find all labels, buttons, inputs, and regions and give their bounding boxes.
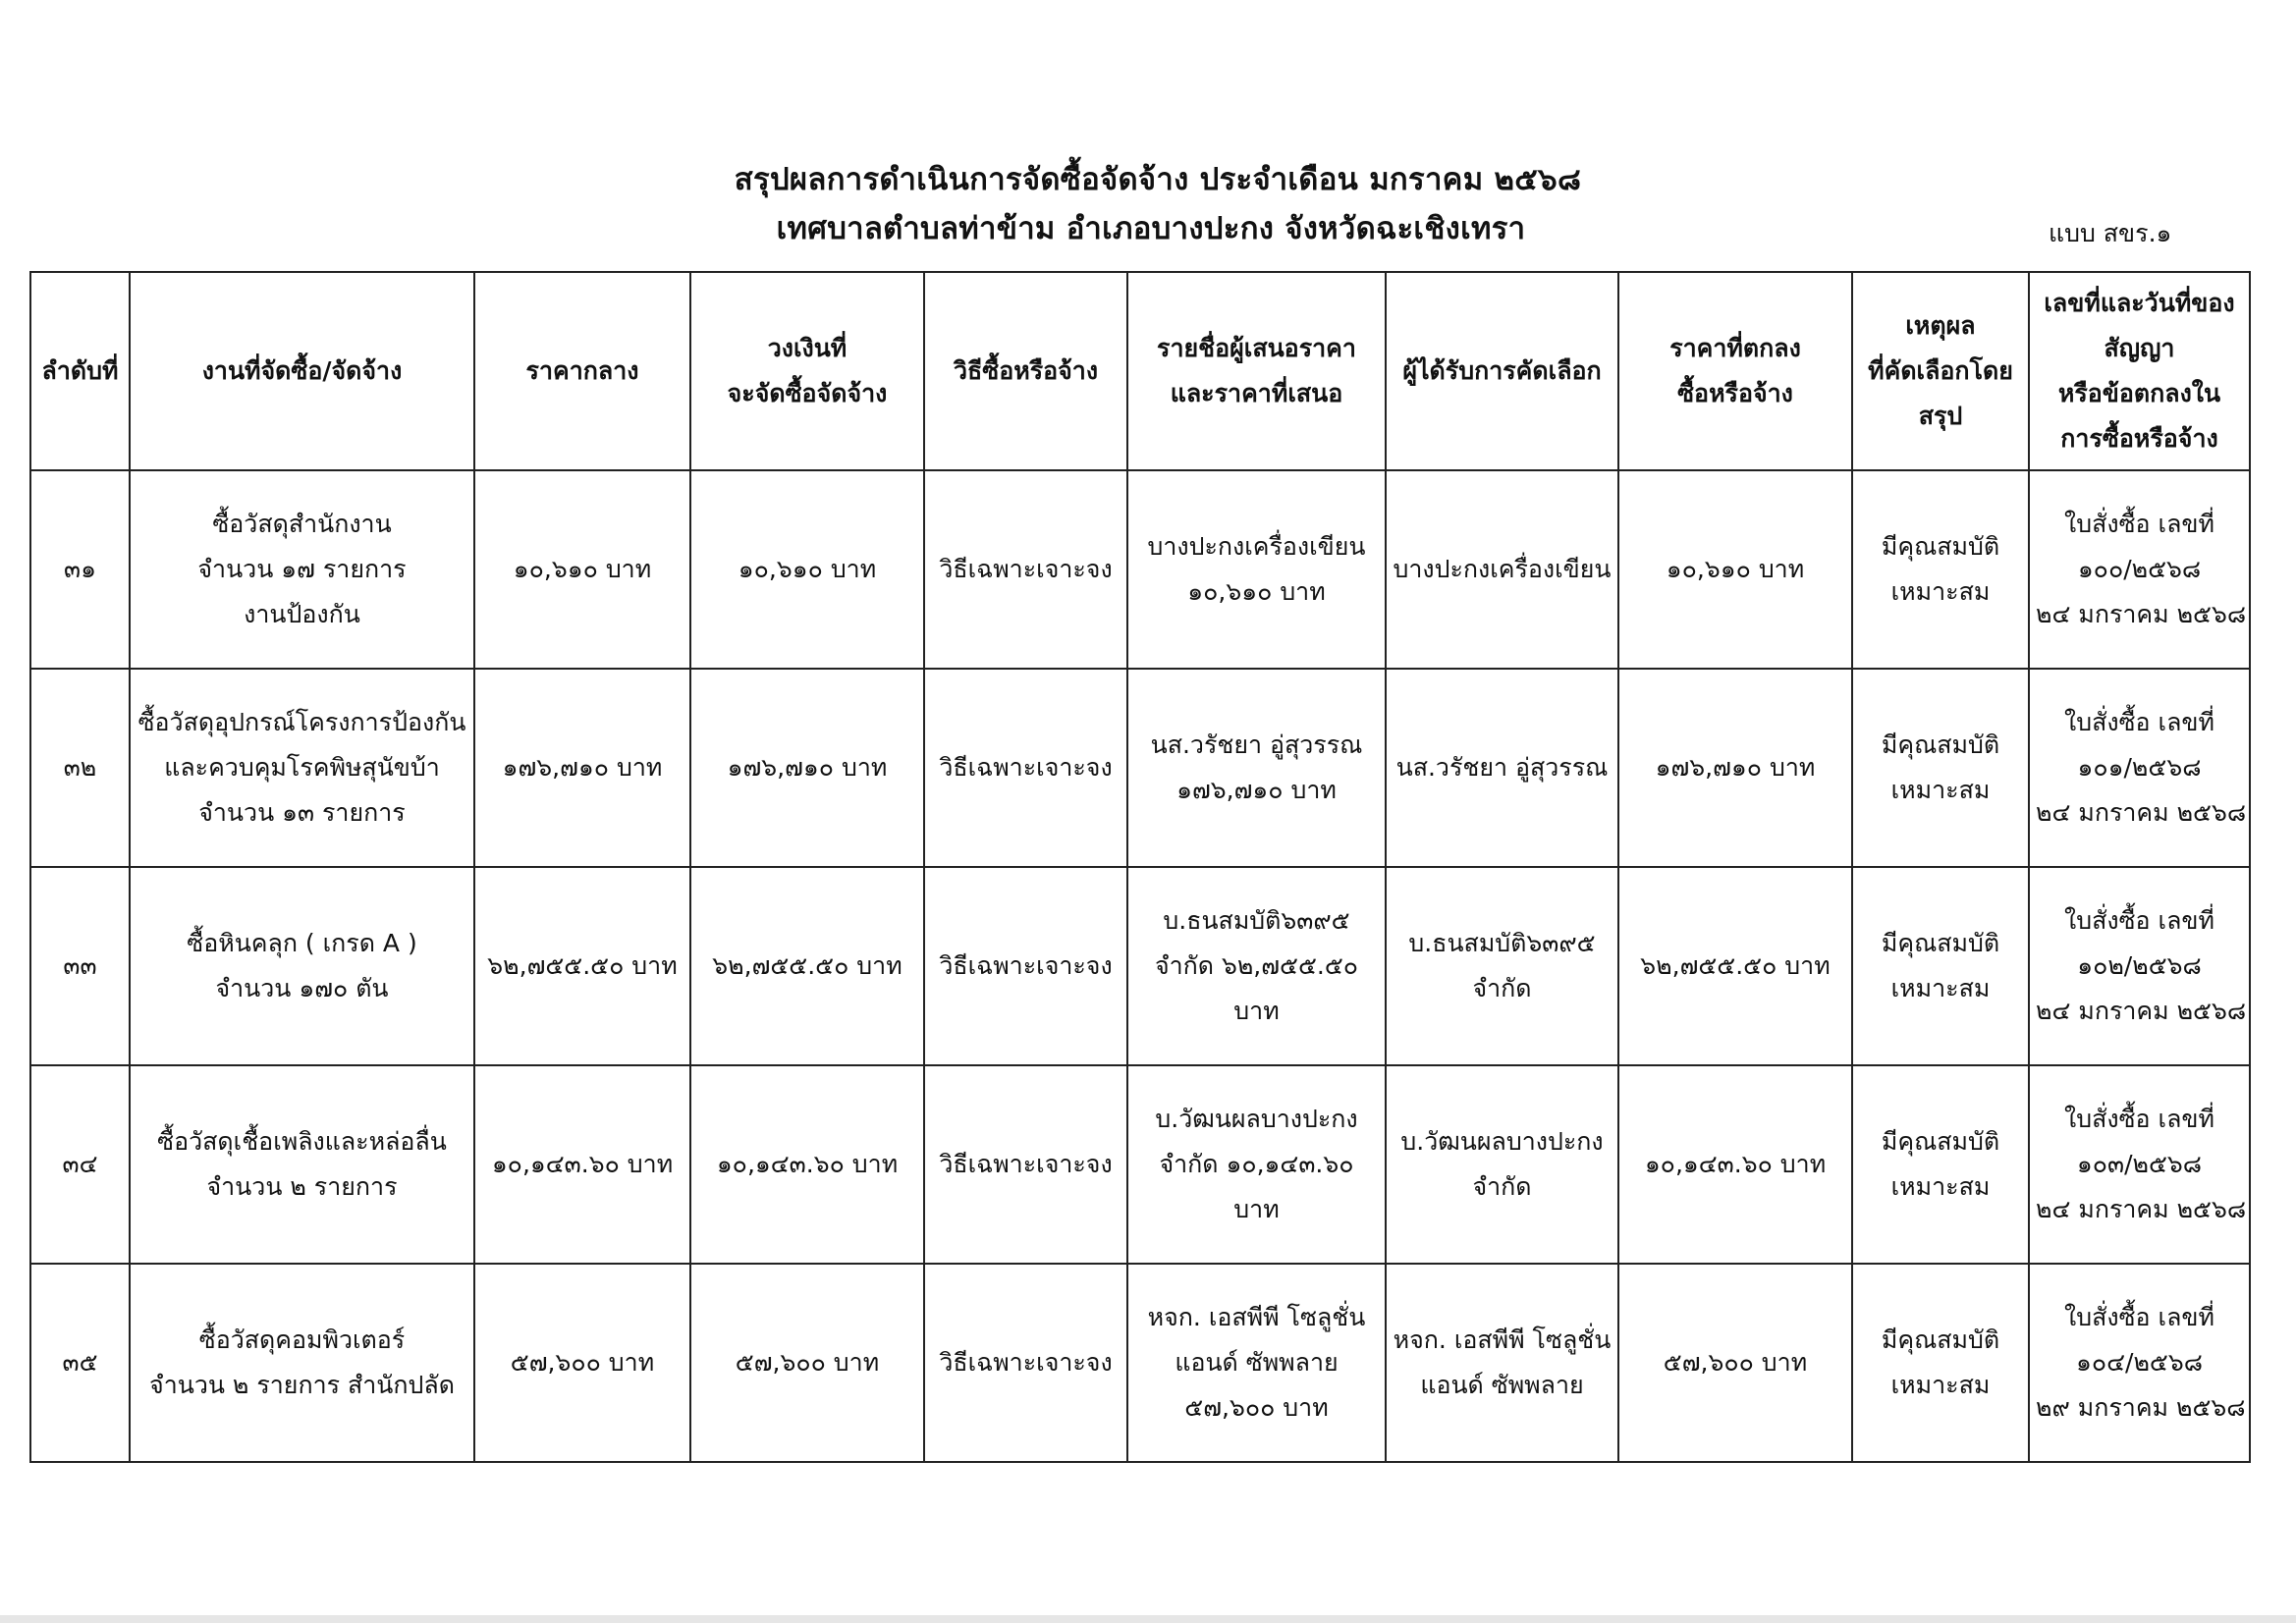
cell-line: ๑๐,๖๑๐ บาท <box>513 555 652 583</box>
cell-median-price <box>474 1264 690 1462</box>
cell-line: ๑๐๑/๒๕๖๘ <box>2077 753 2202 782</box>
cell-line: ๖๒,๗๕๕.๕๐ บาท <box>1640 951 1831 980</box>
cell-line: เหมาะสม <box>1890 577 1991 606</box>
cell-line: ผู้ได้รับการคัดเลือก <box>1402 356 1602 385</box>
cell-selected-vendor <box>1386 1065 1618 1264</box>
cell-line: ราคาที่ตกลง <box>1669 334 1801 362</box>
cell-procurement-item <box>130 867 474 1065</box>
cell-budget <box>690 867 924 1065</box>
cell-selected-vendor <box>1386 669 1618 867</box>
cell-budget <box>690 1065 924 1264</box>
cell-line: ๑๐๐/๒๕๖๘ <box>2077 555 2202 583</box>
cell-contract-ref <box>2029 867 2250 1065</box>
cell-line: ๒๙ มกราคม ๒๕๖๘ <box>2036 1393 2246 1422</box>
header-budget <box>690 272 924 470</box>
cell-line: แอนด์ ซัพพลาย <box>1175 1348 1339 1377</box>
cell-line: ๑๐๔/๒๕๖๘ <box>2075 1348 2204 1377</box>
cell-selection-reason <box>1852 669 2029 867</box>
form-code: แบบ สขร.๑ <box>2049 219 2172 247</box>
cell-line: วิธีเฉพาะเจาะจง <box>939 1348 1113 1377</box>
cell-line: เลขที่และวันที่ของ <box>2044 289 2235 317</box>
cell-line: มีคุณสมบัติ <box>1881 929 2000 957</box>
cell-line: เหตุผล <box>1905 311 1976 340</box>
cell-line: ๕๗,๖๐๐ บาท <box>735 1348 880 1377</box>
cell-procurement-method <box>924 1264 1127 1462</box>
cell-line: จำกัด ๑๐,๑๔๓.๖๐ <box>1159 1150 1354 1178</box>
cell-line: เหมาะสม <box>1890 1172 1991 1201</box>
cell-line: สัญญา <box>2104 334 2175 362</box>
cell-median-price <box>474 669 690 867</box>
cell-line: งานป้องกัน <box>244 600 360 628</box>
header-selected-vendor <box>1386 272 1618 470</box>
cell-line: วิธีเฉพาะเจาะจง <box>939 555 1113 583</box>
cell-agreed-price <box>1618 867 1852 1065</box>
cell-line: ซื้อหรือจ้าง <box>1677 379 1793 407</box>
cell-line: เหมาะสม <box>1890 776 1991 804</box>
cell-line: ราคากลาง <box>525 356 639 385</box>
cell-selection-reason <box>1852 1264 2029 1462</box>
cell-line: ๓๕ <box>62 1348 98 1377</box>
header-median-price <box>474 272 690 470</box>
cell-selection-reason <box>1852 470 2029 669</box>
cell-line: เหมาะสม <box>1890 974 1991 1002</box>
table-row <box>30 1264 2250 1462</box>
cell-line: ๑๐๓/๒๕๖๘ <box>2076 1150 2203 1178</box>
cell-line: ๓๓ <box>63 951 97 980</box>
table-row <box>30 867 2250 1065</box>
cell-line: งานที่จัดซื้อ/จัดจ้าง <box>201 356 403 385</box>
cell-seq-no <box>30 470 130 669</box>
cell-line: บาท <box>1233 997 1280 1025</box>
cell-procurement-item <box>130 470 474 669</box>
table-row <box>30 669 2250 867</box>
cell-line: จำกัด <box>1472 1172 1532 1201</box>
cell-line: จำนวน ๒ รายการ สำนักปลัด <box>149 1371 455 1399</box>
header-selection-reason <box>1852 272 2029 470</box>
cell-procurement-method <box>924 1065 1127 1264</box>
table-row <box>30 1065 2250 1264</box>
cell-line: ๕๗,๖๐๐ บาท <box>1184 1393 1329 1422</box>
cell-line: ๖๒,๗๕๕.๕๐ บาท <box>712 951 902 980</box>
cell-procurement-method <box>924 867 1127 1065</box>
cell-bidders-and-prices <box>1127 867 1386 1065</box>
cell-agreed-price <box>1618 1264 1852 1462</box>
cell-line: นส.วรัชยา อู่สุวรรณ <box>1395 753 1609 782</box>
cell-line: ใบสั่งซื้อ เลขที่ <box>2064 1303 2214 1331</box>
cell-line: ๒๔ มกราคม ๒๕๖๘ <box>2036 997 2247 1025</box>
cell-selection-reason <box>1852 1065 2029 1264</box>
cell-line: ซื้อวัสดุเชื้อเพลิงและหล่อลื่น <box>157 1127 447 1156</box>
cell-line: ๑๐,๑๔๓.๖๐ บาท <box>491 1150 674 1178</box>
cell-median-price <box>474 867 690 1065</box>
cell-line: วิธีเฉพาะเจาะจง <box>939 1150 1113 1178</box>
cell-line: บาท <box>1233 1195 1280 1223</box>
cell-line: ที่คัดเลือกโดย <box>1868 356 2013 385</box>
cell-line: และควบคุมโรคพิษสุนัขบ้า <box>164 753 440 782</box>
cell-contract-ref <box>2029 1264 2250 1462</box>
cell-line: ๒๔ มกราคม ๒๕๖๘ <box>2036 1195 2247 1223</box>
cell-line: ๑๐๒/๒๕๖๘ <box>2077 951 2202 980</box>
cell-line: หรือข้อตกลงใน <box>2057 379 2221 407</box>
cell-line: ๓๒ <box>63 753 97 782</box>
cell-procurement-method <box>924 470 1127 669</box>
cell-line: ๑๗๖,๗๑๐ บาท <box>1176 776 1337 804</box>
procurement-table <box>29 271 2251 1463</box>
cell-line: มีคุณสมบัติ <box>1881 1127 2000 1156</box>
cell-line: ๓๑ <box>64 555 96 583</box>
cell-line: บางปะกงเครื่องเขียน <box>1147 532 1366 561</box>
cell-line: บ.ธนสมบัติ๖๓๙๕ <box>1163 906 1350 935</box>
cell-budget <box>690 470 924 669</box>
cell-line: จำนวน ๑๓ รายการ <box>198 798 406 827</box>
cell-median-price <box>474 1065 690 1264</box>
cell-line: จะจัดซื้อจัดจ้าง <box>727 379 888 407</box>
cell-bidders-and-prices <box>1127 1264 1386 1462</box>
cell-line: สรุป <box>1918 402 1963 430</box>
cell-contract-ref <box>2029 669 2250 867</box>
cell-line: ซื้อวัสดุอุปกรณ์โครงการป้องกัน <box>137 708 466 736</box>
cell-line: ๑๐,๖๑๐ บาท <box>738 555 877 583</box>
cell-line: มีคุณสมบัติ <box>1881 730 2000 759</box>
cell-line: ๑๗๖,๗๑๐ บาท <box>502 753 663 782</box>
cell-line: จำนวน ๑๗๐ ตัน <box>215 974 389 1002</box>
cell-contract-ref <box>2029 470 2250 669</box>
cell-line: จำนวน ๑๗ รายการ <box>197 555 407 583</box>
cell-line: ๑๐,๖๑๐ บาท <box>1666 555 1805 583</box>
cell-line: บ.วัฒนผลบางปะกง <box>1400 1127 1604 1156</box>
header-procurement-method <box>924 272 1127 470</box>
header-contract-ref <box>2029 272 2250 470</box>
cell-selected-vendor <box>1386 470 1618 669</box>
cell-line: ๑๐,๖๑๐ บาท <box>1187 577 1326 606</box>
cell-line: ๑๗๖,๗๑๐ บาท <box>1655 753 1816 782</box>
cell-line: ๑๐,๑๔๓.๖๐ บาท <box>716 1150 899 1178</box>
cell-procurement-item <box>130 669 474 867</box>
cell-line: ๑๗๖,๗๑๐ บาท <box>727 753 888 782</box>
cell-procurement-item <box>130 1065 474 1264</box>
scan-edge <box>0 1615 2296 1623</box>
cell-contract-ref <box>2029 1065 2250 1264</box>
cell-agreed-price <box>1618 470 1852 669</box>
title-line-1: สรุปผลการดำเนินการจัดซื้อจัดจ้าง ประจำเดือน มกราคม ๒๕๖๘ <box>734 162 1582 197</box>
cell-line: ๓๔ <box>62 1150 98 1178</box>
cell-selected-vendor <box>1386 867 1618 1065</box>
cell-line: ซื้อหินคลุก ( เกรด A ) <box>187 929 417 957</box>
table-body <box>30 470 2250 1462</box>
header-bidders-and-prices <box>1127 272 1386 470</box>
cell-line: ใบสั่งซื้อ เลขที่ <box>2064 708 2214 736</box>
cell-line: ซื้อวัสดุคอมพิวเตอร์ <box>198 1325 406 1354</box>
cell-budget <box>690 1264 924 1462</box>
cell-line: หจก. เอสพีพี โซลูชั่น <box>1147 1303 1366 1331</box>
cell-procurement-item <box>130 1264 474 1462</box>
cell-seq-no <box>30 1264 130 1462</box>
cell-line: ๕๗,๖๐๐ บาท <box>1663 1348 1808 1377</box>
cell-line: จำกัด <box>1472 974 1532 1002</box>
cell-line: จำนวน ๒ รายการ <box>206 1172 398 1201</box>
cell-line: ๒๔ มกราคม ๒๕๖๘ <box>2036 600 2247 628</box>
cell-line: มีคุณสมบัติ <box>1881 532 2000 561</box>
cell-line: การซื้อหรือจ้าง <box>2060 424 2218 453</box>
cell-bidders-and-prices <box>1127 669 1386 867</box>
cell-line: ๒๔ มกราคม ๒๕๖๘ <box>2036 798 2247 827</box>
cell-line: ใบสั่งซื้อ เลขที่ <box>2064 1105 2214 1133</box>
cell-line: มีคุณสมบัติ <box>1881 1325 2000 1354</box>
cell-agreed-price <box>1618 669 1852 867</box>
cell-line: และราคาที่เสนอ <box>1170 379 1343 407</box>
cell-agreed-price <box>1618 1065 1852 1264</box>
cell-selection-reason <box>1852 867 2029 1065</box>
header-agreed-price <box>1618 272 1852 470</box>
cell-line: นส.วรัชยา อู่สุวรรณ <box>1150 730 1363 759</box>
cell-line: บ.วัฒนผลบางปะกง <box>1155 1105 1358 1133</box>
cell-bidders-and-prices <box>1127 1065 1386 1264</box>
cell-line: จำกัด ๖๒,๗๕๕.๕๐ <box>1154 951 1359 980</box>
cell-median-price <box>474 470 690 669</box>
document-title <box>0 155 2296 253</box>
cell-line: ใบสั่งซื้อ เลขที่ <box>2064 906 2214 935</box>
cell-line: วิธีเฉพาะเจาะจง <box>939 753 1113 782</box>
cell-selected-vendor <box>1386 1264 1618 1462</box>
cell-line: บ.ธนสมบัติ๖๓๙๕ <box>1408 929 1596 957</box>
cell-line: ๑๐,๑๔๓.๖๐ บาท <box>1644 1150 1827 1178</box>
cell-line: หจก. เอสพีพี โซลูชั่น <box>1393 1325 1612 1354</box>
cell-line: ๖๒,๗๕๕.๕๐ บาท <box>487 951 678 980</box>
table-row <box>30 470 2250 669</box>
cell-seq-no <box>30 669 130 867</box>
table-header-row <box>30 272 2250 470</box>
cell-line: เหมาะสม <box>1890 1371 1991 1399</box>
cell-line: วิธีเฉพาะเจาะจง <box>939 951 1113 980</box>
cell-line: รายชื่อผู้เสนอราคา <box>1157 334 1356 362</box>
cell-line: แอนด์ ซัพพลาย <box>1420 1371 1584 1399</box>
cell-procurement-method <box>924 669 1127 867</box>
cell-line: ซื้อวัสดุสำนักงาน <box>212 510 392 538</box>
cell-line: บางปะกงเครื่องเขียน <box>1393 555 1612 583</box>
title-line-2: เทศบาลตำบลท่าข้าม อำเภอบางปะกง จังหวัดฉะเชิงเทรา <box>776 211 1526 246</box>
cell-bidders-and-prices <box>1127 470 1386 669</box>
cell-seq-no <box>30 867 130 1065</box>
header-seq-no <box>30 272 130 470</box>
cell-line: วงเงินที่ <box>767 334 847 362</box>
cell-line: ลำดับที่ <box>41 356 119 385</box>
cell-line: ๕๗,๖๐๐ บาท <box>510 1348 655 1377</box>
header-procurement-item <box>130 272 474 470</box>
cell-line: ใบสั่งซื้อ เลขที่ <box>2064 510 2214 538</box>
cell-seq-no <box>30 1065 130 1264</box>
cell-line: วิธีซื้อหรือจ้าง <box>953 356 1099 385</box>
cell-budget <box>690 669 924 867</box>
